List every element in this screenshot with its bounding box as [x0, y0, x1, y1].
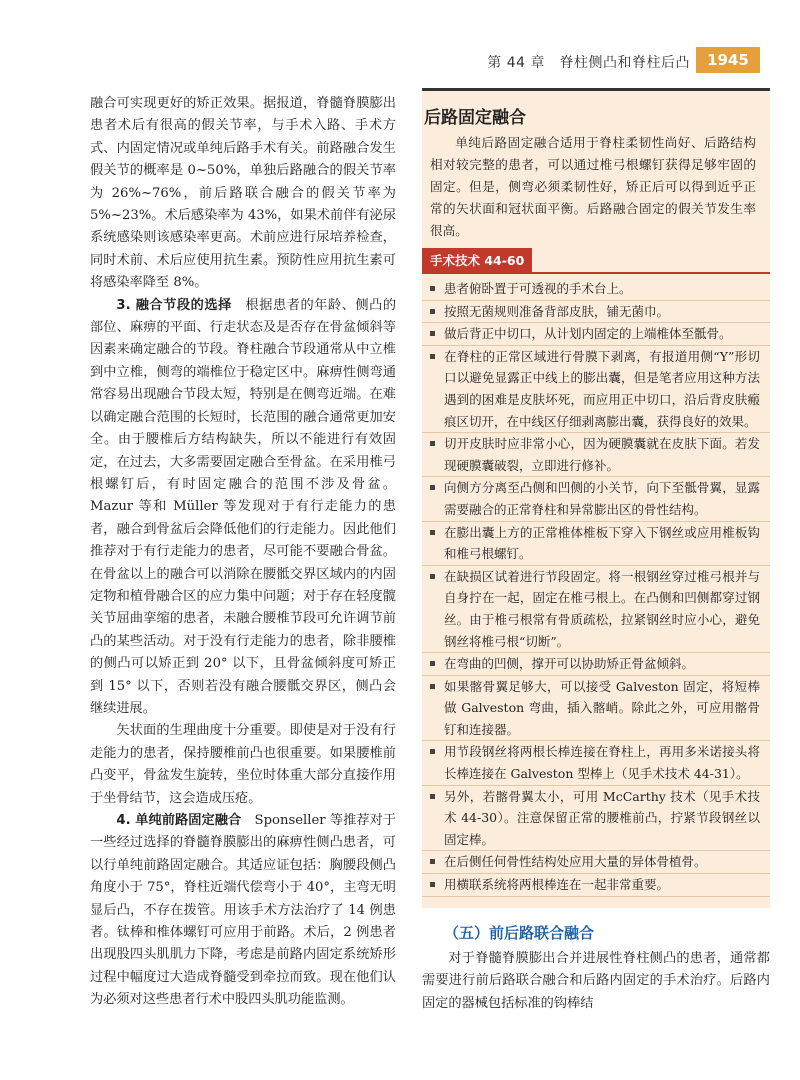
- posterior-fusion-box: [422, 88, 770, 908]
- section-heading: （五）前后路联合融合: [444, 924, 595, 942]
- chapter-title: 第 44 章 脊柱侧凸和脊柱后凸: [487, 55, 690, 71]
- square-bullet-icon: [430, 286, 435, 291]
- technique-step: [422, 676, 770, 742]
- paragraph-4-body: Sponseller 等推荐对于一些经过选择的脊髓脊膜膨出的麻痹性侧凸患者，可以行单纯前路固定融合。其适应证包括：胸腰段侧凸角度小于 75°，脊柱近端代偿弯小于 40°，主弯无明显后凸，不存在拨管。用该手术方法治疗了 14 例患者。钛棒和椎体螺钉可应用于前路。术后，2 例患者出现股四头肌肌力下降，考虑是前路内固定系统矫形过程中幅度过大造成脊髓受到牵拉而致。现在他们认为必须对这些患者行术中股四头肌功能监测。: [90, 813, 397, 1008]
- step-text: 患者俯卧置于可透视的手术台上。: [444, 281, 632, 296]
- square-bullet-icon: [430, 661, 435, 666]
- technique-steps: [422, 278, 770, 897]
- technique-section: [422, 248, 770, 897]
- box-title-bar: [422, 88, 770, 129]
- step-text: 在弯曲的凹侧，撑开可以协助矫正骨盆倾斜。: [444, 656, 695, 672]
- technique-step: [422, 786, 770, 852]
- step-text: 另外，若髂骨翼太小，可用 McCarthy 技术（见手术技术 44-30）。注意保留正常的腰椎前凸，拧紧节段钢丝以固定棒。: [444, 788, 760, 847]
- square-bullet-icon: [430, 574, 435, 579]
- subheading-anterior-fusion: 4. 单纯前路固定融合: [116, 813, 242, 828]
- technique-step: [422, 346, 770, 433]
- technique-step: [422, 851, 770, 874]
- technique-step: [422, 566, 770, 653]
- step-text: 在膨出囊上方的正常椎体椎板下穿入下钢丝或应用椎板钩和椎弓根螺钉。: [444, 524, 760, 562]
- square-bullet-icon: [430, 684, 435, 689]
- step-text: 做后背正中切口，从计划内固定的上端椎体至骶骨。: [444, 326, 732, 342]
- step-text: 向侧方分离至凸侧和凹侧的小关节，向下至骶骨翼，显露需要融合的正常脊柱和异常膨出区的骨性结构。: [444, 480, 760, 517]
- technique-step: [422, 477, 770, 521]
- page-header: [0, 47, 800, 75]
- square-bullet-icon: [430, 441, 435, 446]
- square-bullet-icon: [430, 749, 435, 754]
- technique-divider: [422, 272, 770, 274]
- subheading-fusion-level: 3. 融合节段的选择: [116, 297, 232, 313]
- paragraph-2-body: 根据患者的年龄、侧凸的部位、麻痹的平面、行走状态及是否存在骨盆倾斜等因素来确定融合的节段。脊柱融合节段通常从中立椎到中立椎，侧弯的端椎位于稳定区中。麻痹性侧弯通常容易出现融合节段太短，特别是在侧弯近端。在难以确定融合范围的长短时，长范围的融合通常更加安全。由于腰椎后方结构缺失，所以不能进行有效固定，在过去，大多需要固定融合至骨盆。在采用椎弓根螺钉后，有时固定融合的范围不涉及骨盆。Mazur 等和 Müller 等发现对于有行走能力的患者，融合到骨盆后会降低他们的行走能力。因此他们推荐对于有行走能力的患者，尽可能不要融合骨盆。在骨盆以上的融合可以消除在腰骶交界区域内的内固定物和植骨融合区的应力集中问题；对于存在轻度髋关节屈曲挛缩的患者，未融合腰椎节段可允许调节前凸的某些活动。对于没有行走能力的患者，除非腰椎的侧凸可以矫正到 20° 以下，且骨盆倾斜度可矫正到 15° 以下，否则若没有融合腰骶交界区，侧凸会继续进展。: [90, 297, 397, 716]
- technique-step: [422, 522, 770, 566]
- box-intro: 单纯后路固定融合适用于脊柱柔韧性尚好、后路结构相对较完整的患者，可以通过椎弓根螺钉获得足够牢固的固定。但是，侧弯必须柔韧性好，矫正后可以得到近乎正常的矢状面和冠状面平衡。后路融合固定的假关节发生率很高。: [430, 135, 756, 238]
- paragraph-3: 矢状面的生理曲度十分重要。即使是对于没有行走能力的患者，保持腰椎前凸也很重要。如果腰椎前凸变平，骨盆发生旋转，坐位时体重大部分直接作用于坐骨结节，这会造成压疮。: [90, 723, 396, 806]
- step-text: 在脊柱的正常区域进行骨膜下剥离，有报道用侧“Y”形切口以避免显露正中线上的膨出囊，但是笔者应用这种方法遇到的困难是皮肤坏死，而应用正中切口，沿后背皮肤瘢痕区切开，在中线区仔细剥离膨出囊，获得良好的效果。: [444, 348, 760, 429]
- technique-label: 手术技术 44-60: [422, 248, 532, 272]
- box-title: 后路固定融合: [424, 108, 526, 128]
- step-text: 用节段钢丝将两根长棒连接在脊柱上，再用多米诺接头将长棒连接在 Galveston 型棒上（见手术技术 44-31）。: [444, 744, 760, 782]
- square-bullet-icon: [430, 882, 435, 887]
- page-number: 1945: [696, 47, 760, 73]
- square-bullet-icon: [430, 485, 435, 490]
- step-text: 如果髂骨翼足够大，可以接受 Galveston 固定，将短棒做 Galveston 弯曲，插入髂峭。除此之外，可应用髂骨钉和连接器。: [444, 678, 760, 737]
- section-body: 对于脊髓脊膜膨出合并进展性脊柱侧凸的患者，通常都需要进行前后路联合融合和后路内固定的手术治疗。后路内固定的器械包括标准的钩棒结: [422, 951, 770, 1011]
- step-text: 用横联系统将两根棒连在一起非常重要。: [444, 877, 670, 893]
- technique-step: [422, 433, 770, 477]
- paragraph-1: 融合可实现更好的矫正效果。据报道，脊髓脊膜膨出患者术后有很高的假关节率，与手术入路、手术方式、内固定情况或单纯后路手术有关。前路融合发生假关节的概率是 0~50%，单独后路融合的假关节率为 26%~76%，前后路联合融合的假关节率为 5%~23%。术后感染率为 43%，如果术前伴有泌尿系统感染则该感染率更高。术前应进行尿培养检查，同时术前、术后应使用抗生素。预防性应用抗生素可将感染率降至 8%。: [90, 96, 396, 291]
- square-bullet-icon: [430, 309, 435, 314]
- square-bullet-icon: [430, 859, 435, 864]
- technique-step: [422, 323, 770, 346]
- technique-step: [422, 653, 770, 676]
- square-bullet-icon: [430, 354, 435, 359]
- paragraph-2: [90, 295, 396, 721]
- step-text: 在后侧任何骨性结构处应用大量的异体骨植骨。: [444, 854, 707, 870]
- step-text: 在缺损区试着进行节段固定。将一根钢丝穿过椎弓根并与自身拧在一起，固定在椎弓根上。在凸侧和凹侧都穿过钢丝。由于椎弓根常有骨质疏松，拉紧钢丝时应小心，避免钢丝将椎弓根“切断”。: [444, 568, 760, 649]
- left-column: [90, 93, 396, 1012]
- square-bullet-icon: [430, 331, 435, 336]
- square-bullet-icon: [430, 794, 435, 799]
- technique-step: [422, 874, 770, 897]
- technique-step: [422, 278, 770, 301]
- square-bullet-icon: [430, 530, 435, 535]
- technique-step: [422, 741, 770, 785]
- paragraph-4: [90, 810, 396, 1012]
- step-text: 切开皮肤时应非常小心，因为硬膜囊就在皮肤下面。若发现硬膜囊破裂，立即进行修补。: [444, 436, 760, 473]
- technique-step: [422, 301, 770, 324]
- step-text: 按照无菌规则准备背部皮肤，铺无菌巾。: [444, 303, 670, 319]
